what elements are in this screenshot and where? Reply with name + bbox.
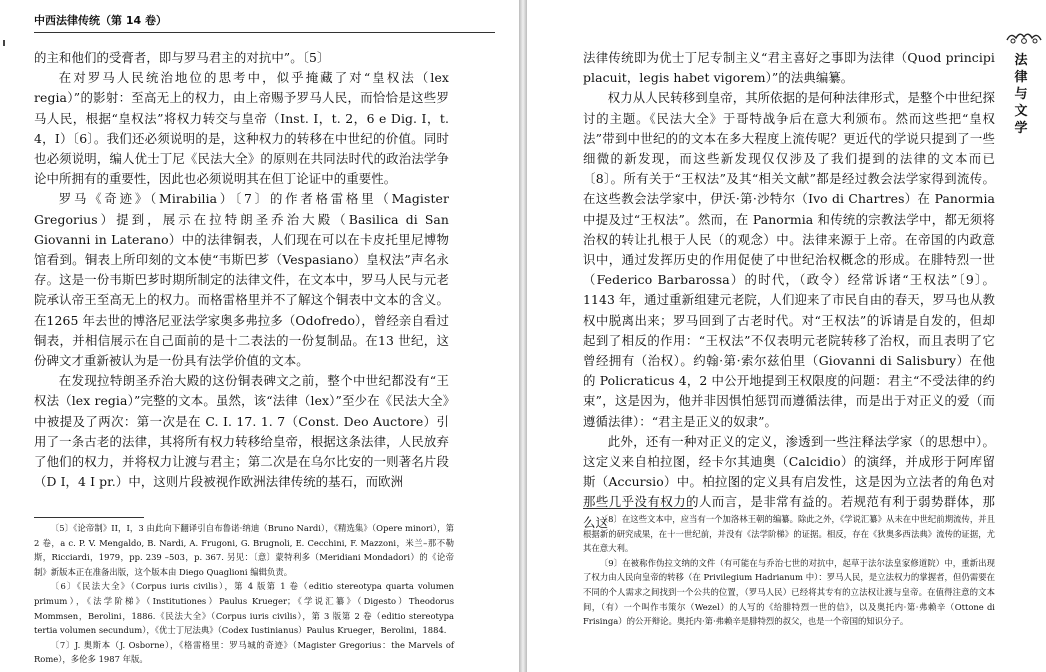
- paragraph: 在对罗马人民统治地位的思考中，似乎掩藏了对“皇权法（lex regia）”的影射：至高无上的权力，由上帝赐予罗马人民，而恰恰是这些罗马人民，根据“皇权法”将权力转交与皇帝（Inst. I，t. 2，6 e Dig. I，t. 4，I）〔6〕。我们还必须说明的是，这种权力的转移在中世纪的价值。同时也必须说明，编人优士丁尼《民法大全》的原则在共同法时代的政治法学争论中所拥有的重要性，因此也必须说明其在但丁论证中的重要性。: [34, 70, 449, 187]
- footnote: 〔7〕J. 奥斯本（J. Osborne），《格雷格里：罗马城的奇迹》（Magister Gregorius：the Marvels of Rome），多伦多 1987 年版。: [34, 639, 454, 665]
- running-header: 中西法律传统（第 14 卷）: [34, 14, 167, 27]
- right-body-text: [583, 48, 995, 533]
- paragraph: 罗马《奇迹》（Mirabilia）〔7〕的作者格雷格里（Magister Gregorius）提到，展示在拉特朗圣乔治大殿（Basilica di San Giovanni in Laterano）中的法律铜表，人们现在可以在卡皮托里尼博物馆看到。铜表上所印刻的文本使“韦斯巴芗（Vespasiano）皇权法”声名永存。这是一份韦斯巴芗时期所制定的法律文件，在文本中，罗马人民与元老院承认帝王至高无上的权力。而格雷格里并不了解这个铜表中文本的含义。在1265 年去世的博洛尼亚法学家奥多弗拉多（Odofredo），曾经亲自看过铜表，并相信展示在自己面前的是十二表法的一份复制品。在13 世纪，这份碑文才重新被认为是一份具有法学价值的文本。: [34, 191, 449, 369]
- page-edge-mark: [3, 40, 5, 46]
- footnote: 〔8〕在这些文本中，应当有一个加洛林王朝的编纂。除此之外，《学说汇纂》从未在中世纪前期流传，并且根据新的研究成果，在十一世纪前，并没有《法学阶梯》的证据。相反，存在《狄奥多西法典》流传的证据，尤其在意大利。: [583, 514, 995, 554]
- left-body-text: [34, 48, 449, 492]
- paragraph: 法律传统即为优士丁尼专制主义“君主喜好之事即为法律（Quod principi placuit，legis habet vigorem）”的法典编纂。: [583, 50, 995, 86]
- footnote: 〔5〕《论帝制》II，I，3 由此向下翻译引自布鲁诺·纳迪（Bruno Nardi），《精选集》（Opere minori），第 2 卷，a c. P. V. Mengaldo, B. Nardi, A. Frugoni, G. Brugnoli, E. Cecchini, F. Mazzoni，米兰–那不勒斯，Ricciardi，1979，pp. 239 –503，p. 367. 另见：〔意〕蒙特利多（Meridiani Mondadori）的《论帝制》新版本正在准备出版，这个版本由 Diego Quaglioni 编辑负责。: [34, 523, 454, 577]
- paragraph: 权力从人民转移到皇帝，其所依据的是何种法律形式，是整个中世纪探讨的主题。《民法大全》于哥特战争后在意大利颁布。然而这些把“皇权法”带到中世纪的的文本在多大程度上流传呢？更近代的学说只提到了一些细微的新发现，而这些新发现仅仅涉及了我们提到的法律的文本而已〔8〕。所有关于“王权法”及其“相关文献”都是经过教会法学家得到流传。在这些教会法学家中，伊沃·第·沙特尔（Ivo di Chartres）在 Panormia 中提及过“王权法”。然而，在 Panormia 和传统的宗教法学中，都无须将治权的转让扎根于人民（的观念）中。法律来源于上帝。在帝国的内政意识中，通过发挥历史的作用促使了中世纪治权概念的形成。在腓特烈一世（Federico Barbarossa）的时代，（政令）经常诉诸“王权法”〔9〕。1143 年，通过重新组建元老院，人们迎来了市民自由的春天，罗马也从教权中脱离出来；罗马回到了古老时代。对“王权法”的诉请是自发的，但却起到了相反的作用：“王权法”不仅表明元老院转移了治权，而且表明了它曾经拥有（治权）。约翰·第·索尔兹伯里（Giovanni di Salisbury）在他的 Policraticus 4，2 中公开地提到王权限度的问题：君主“不受法律的约束”，这是因为，他并非因惧怕惩罚而遵循法律，而是出于对正义的爱（而遵循法律）：“君主是正义的奴隶”。: [583, 90, 996, 429]
- header-rule: [34, 32, 495, 33]
- book-gutter: [519, 0, 527, 672]
- paragraph: 此外，还有一种对正义的定义，渗透到一些注释法学家（的思想中）。这定义来自柏拉图，经卡尔其迪奥（Calcidio）的演绎，并成形于阿库留斯（Accursio）中。柏拉图的定义具有启发性，这是因为立法者的角色对那些几乎没有权力的人而言，是非常有益的。若规范有利于弱势群体，那么这: [583, 433, 995, 530]
- footnote-rule: [34, 517, 144, 518]
- paragraph: 在发现拉特朗圣乔治大殿的这份铜表碑文之前，整个中世纪都没有“王权法（lex regia）”完整的文本。虽然，该“法律（lex）”至少在《民法大全》中被提及了两次：第一次是在 C. I. 17. 1. 7（Const. Deo Auctore）引用了一条古老的法律，其将所有权力转移给皇帝，根据这条法律，人民放弃了他们的权力，并将权力让渡与君主；第二次是在乌尔比安的一则著名片段（D I，4 I pr.）中，这则片段被视作欧洲法律传统的基石，而欧洲: [34, 373, 449, 490]
- footnote: 〔6〕《民法大全》（Corpus iuris civilis），第 4 版第 1 卷（editio stereotypa quarta volumen primum），《法学阶梯》（Institutiones）Paulus Krueger；《学说汇纂》（Digesto）Theodorus Mommsen，Berolini，1886.《民法大全》（Corpus iuris civilis），第 3 版第 2 卷（editio stereotypa tertia volumen secundum），《优士丁尼法典》（Codex Iustinianus）Paulus Krueger，Berolini，1884.: [34, 581, 454, 636]
- footnote: 〔9〕在被称作伪拉文纳的文件（有可能在与乔治七世的对抗中，起草于法尔法皇家修道院）中，重新出现了权力由人民向皇帝的转移（在 Privilegium Hadrianum 中）：罗马人民，是立法权力的掌握者，但仍需要在不同的个人需求之间找到一个公共的位置，（罗马人民）已经将其专有的立法权让渡与皇帝。在值得注意的文本间，（有）一个叫作韦策尔（Wezel）的人写的《给腓特烈一世的信》，以及奥托内·第·弗赖辛（Ottone di Frisinga）的公开辩论。奥托内·第·弗赖辛是腓特烈的叔父，也是一个帝国的知识分子。: [583, 557, 995, 627]
- left-page: [0, 0, 519, 672]
- right-page: [527, 0, 1046, 672]
- section-side-title: 法律与文学: [1014, 53, 1028, 136]
- right-footnotes: [583, 512, 995, 629]
- paragraph: 的主和他们的受膏者，即与罗马君主的对抗中”。〔5〕: [34, 50, 330, 65]
- left-footnotes: [34, 521, 454, 667]
- decorative-ornament-icon: [1005, 28, 1043, 46]
- footnote-rule: [583, 508, 693, 509]
